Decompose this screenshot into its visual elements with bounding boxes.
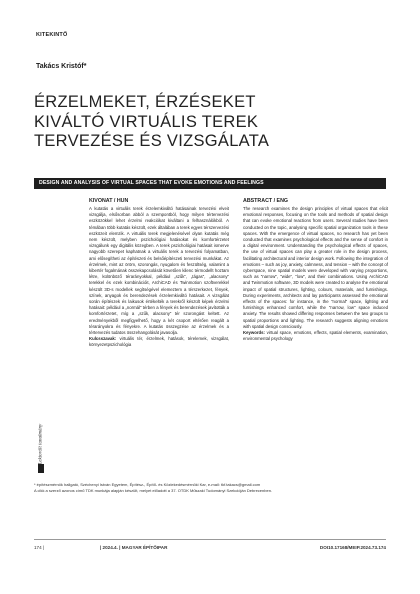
footnote-author: * építészmérnök hallgató, Széchenyi István Egyetem, Építész-, Építő- és Közlekedésmérnöki Kar, e-mail: tkf.takacs@gmail.com — [34, 482, 261, 487]
keywords-eng-label: Keywords: — [243, 330, 265, 336]
keywords-eng — [243, 330, 388, 342]
abstract-hun-column — [89, 198, 229, 349]
journal-issue: | 2024.4. | MAGYAR ÉPÍTŐIPAR — [100, 545, 168, 550]
english-title-banner: DESIGN AND ANALYSIS OF VIRTUAL SPACES THAT EVOKE EMOTIONS AND FEELINGS — [34, 178, 386, 189]
abstract-hun-text: A kutatás a virtuális terek érzelemkiváltó hatásainak tervezési elveit vizsgálja, elsősorban abból a szempontból, hogy milyen tértervezési eszközökkel lehet érzelmi reakciókat kiváltani a felhasználókból. A témában több kutatás készült, ezek általában a terek egyes térszervezési eszközeit elemzik. A virtuális terek megjelenésével olyan kutatás még nem készült, melyben pszichológiai hatásokat és komfortérzetet vizsgálunk egy digitális közegben. A terek pszichológiai hatásait ismerve nagyobb szerepet kaphatnak a virtuális terek a tervezési folyamatban, ami elősegítheti az építészeti és belsőépítészeti tervezési munkákat. Az érzelmek, mint az öröm, szorongás, nyugalom és feszültség, valamint a kibertér fogalmának összekapcsolását követően kilenc térmodellt hoztam létre, különböző térarányokkal, például „szűk”, „tágas”, „alacsony” terekkel és ezek kombinációit, ArchiCAD és Twinmotion szoftverekkel készült 3D-s modellek segítségével elemeztem a térszerkezet, fények, színek, anyagok és berendezések érzelemkiváltó hatásait. A vizsgálat során építészek és laikusok értékelték a terekről készült képek érzelmi hatásait: például a „normál” térben a fények és berendezések javították a komfortérzetet, míg a „szűk, alacsony” tér szorongást keltett. Az eredményekből megfigyelhető, hogy a két csoport eltérően reagált a térarányokra és fényekre. A kutatás összegzése az érzelmek és a tértervezés tudatos összehangolását javasolja. — [89, 206, 229, 336]
abstract-eng-column — [243, 198, 388, 342]
author-name: Takács Kristóf* — [36, 63, 87, 70]
doi-reference: DOI10.17168/MEIP.2024.73.174 — [319, 545, 386, 550]
keywords-hun-text: virtuális tér, érzelmek, hatások, térelemek, vizsgálat, környezetpszichológia — [89, 336, 229, 348]
keywords-eng-text: virtual space, emotions, effects, spatial elements, examination, environmental psychology — [243, 330, 388, 342]
peer-reviewed-text: Lektorált tanulmány — [38, 423, 44, 465]
title-line: KIVÁLTÓ VIRTUÁLIS TEREK — [34, 112, 259, 131]
page-number: 174 | — [34, 545, 45, 550]
peer-reviewed-label — [38, 420, 52, 475]
footnotes — [34, 482, 389, 494]
peer-reviewed-marker — [38, 464, 44, 473]
title-line: ÉRZELMEKET, ÉRZÉSEKET — [34, 93, 256, 111]
footnote-source: A cikk a szerző azonos című TDK munkája alapján készült, melyet előadott a 37. OTDK Műszaki Tudományi Szekcióján Debrecenben. — [34, 487, 273, 493]
keywords-hun — [89, 336, 229, 348]
abstract-hun-heading: KIVONAT / HUN — [89, 198, 129, 204]
footer-divider — [34, 539, 386, 540]
article-title — [34, 93, 394, 152]
abstract-eng-text: The research examines the design principles of virtual spaces that elicit emotional responses, focusing on the tools and methods of spatial design that can evoke emotional reactions from users. Several studies have been conducted on the topic, analysing specific spatial organization tools in these spaces. With the emergence of virtual spaces, no research has yet been conducted that examines psychological effects and the sense of comfort in a digital environment. Understanding the psychological effects of spaces, the use of virtual spaces can play a greater role in the design process, facilitating architectural and interior design work. Following the integration of emotions – such as joy, anxiety, calmness, and tension – with the concept of cyberspace, nine spatial models were developed with varying proportions, such as "narrow", "wide", "low", and their combinations. Using ArchiCAD and Twinmotion software, 3D models were created to analyse the emotional impact of spatial structures, lighting, colours, materials, and furnishings. During experiments, architects and lay participants assessed the emotional effects of the spaces: for instance, in the "normal" space, lighting and furnishings enhanced comfort, while the "narrow, low" space induced anxiety. The results showed differing responses between the two groups to spatial proportions and lighting. The research suggests aligning emotions with spatial design consciously. — [243, 206, 388, 329]
title-line: TERVEZÉSE ÉS VIZSGÁLATA — [34, 132, 270, 150]
abstract-eng-heading: ABSTRACT / ENG — [243, 198, 289, 204]
keywords-hun-label: Kulcsszavak: — [89, 336, 117, 342]
section-tag: KITEKINTŐ — [36, 32, 68, 38]
